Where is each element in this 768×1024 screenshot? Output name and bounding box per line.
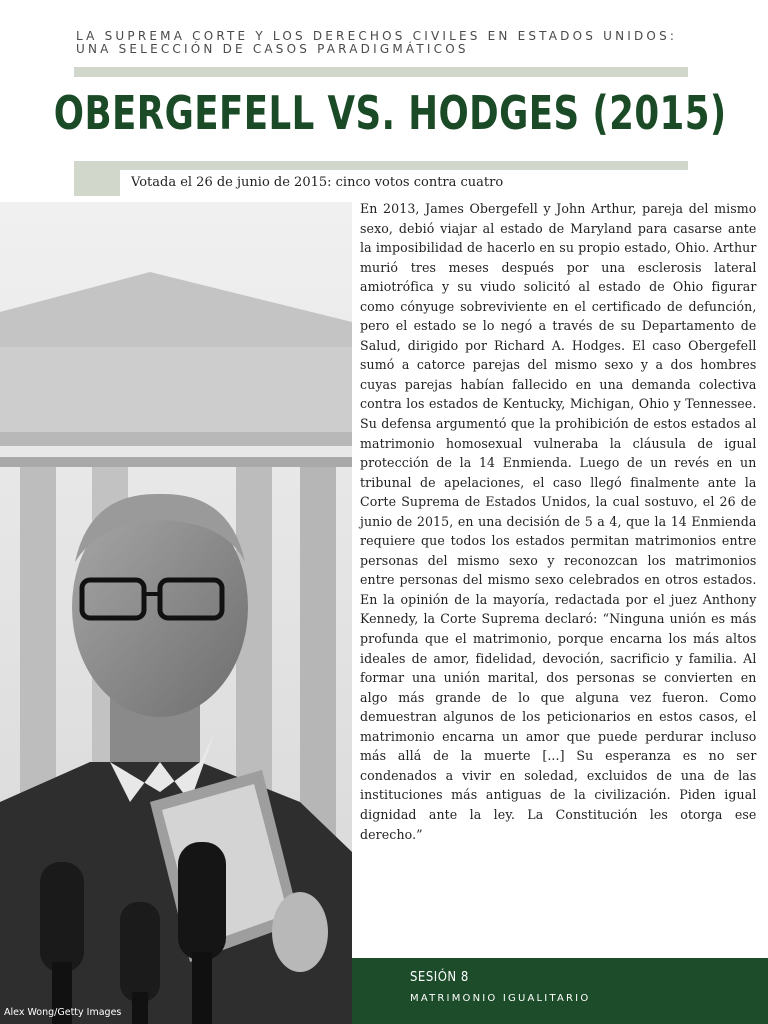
title-divider-bar [74, 161, 688, 170]
photo-illustration [0, 202, 352, 1024]
session-subtitle: MATRIMONIO IGUALITARIO [410, 993, 591, 1004]
case-summary-text: En 2013, James Obergefell y John Arthur, pareja del mismo sexo, debió viajar al estado de Maryland para casarse ante la imposibilidad de hacerlo en su propio estado, Ohio. Arthur murió tres meses después por una esclerosis lateral amiotrófica y su viudo solicitó al estado de Ohio figurar como cónyuge sobreviviente en el certificado de defunción, pero el estado se lo negó a través de su Departamento de Salud, dirigido por Richard A. Hodges. El caso Obergefell sumó a catorce parejas del mismo sexo y a dos hombres cuyas parejas habían fallecido en una demanda colectiva contra los estados de Kentucky, Michigan, Ohio y Tennessee. Su defensa argumentó que la prohibición de estos estados al matrimonio homosexual vulneraba la cláusula de igual protección de la 14 Enmienda. Luego de un revés en un tribunal de apelaciones, el caso llegó finalmente ante la Corte Suprema de Estados Unidos, la cual sostuvo, el 26 de junio de 2015, en una decisión de 5 a 4, que la 14 Enmienda requiere que todos los estados permitan matrimonios entre personas del mismo sexo y reconozcan los matrimonios entre personas del mismo sexo celebrados en otros estados. En la opinión de la mayoría, redactada por el juez Anthony Kennedy, la Corte Suprema declaró: “Ninguna unión es más profunda que el matrimonio, porque encarna los más altos ideales de amor, fidelidad, devoción, sacrificio y familia. Al formar una unión marital, dos personas se convierten en algo más grande de lo que alguna vez fueron. Como demuestran algunos de los peticionarios en estos casos, el matrimonio encarna un amor que puede perdurar incluso más allá de la muerte [...] Su esperanza es no ser condenados a vivir en soledad, excluidos de una de las instituciones más antiguas de la civilización. Piden igual dignidad ante la ley. La Constitución les otorga ese derecho.” [360, 202, 757, 843]
vote-accent-block [74, 170, 120, 196]
page-title: OBERGEFELL VS. HODGES (2015) [53, 86, 727, 140]
session-footer [352, 958, 768, 1024]
vote-summary: Votada el 26 de junio de 2015: cinco votos contra cuatro [131, 175, 504, 190]
session-label: SESIÓN 8 [410, 970, 469, 985]
top-divider-bar [74, 67, 688, 77]
photo-credit: Alex Wong/Getty Images [4, 1007, 122, 1018]
series-kicker: LA SUPREMA CORTE Y LOS DERECHOS CIVILES EN ESTADOS UNIDOS: UNA SELECCIÓN DE CASOS PARADIGMÁTICOS [76, 29, 678, 56]
case-photo [0, 202, 352, 1024]
